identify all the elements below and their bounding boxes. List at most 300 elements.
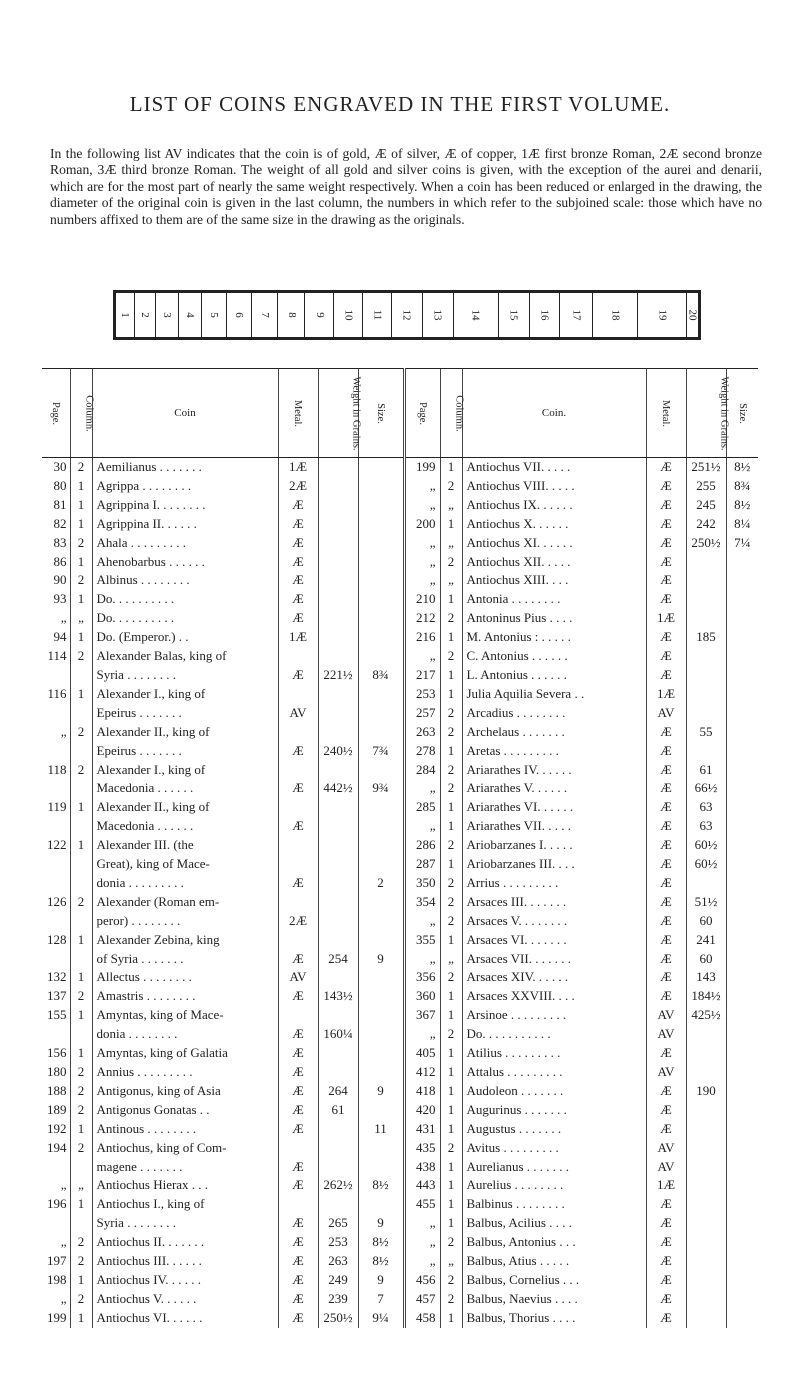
intro-paragraph: In the following list AV indicates that the coin is of gold, Æ of silver, Æ of copper, 1Æ first bronze Roman, 2Æ second bronze Roman, 3Æ third bronze Roman. The weight of all gold and silver coins is given, with the exception of the aurei and denarii, which are for the most part of nearly the same weight respectively. When a coin has been reduced or enlarged in the drawing, the diameter of the original coin is given in the last column, the numbers in which refer to the subjoined scale: those which have no numbers affixed to them are of the same size in the drawing as the originals.	[50, 145, 762, 227]
size: 8½	[726, 496, 758, 515]
column-number: 2	[70, 571, 92, 590]
column-number: 1	[440, 1214, 462, 1233]
coin-name: Antiochus III. . . . . .	[92, 1252, 278, 1271]
coin-name: Antiochus Hierax . . .	[92, 1176, 278, 1195]
column-number: 1	[70, 1195, 92, 1214]
size	[726, 931, 758, 950]
table-row	[42, 1252, 758, 1271]
page-number: 83	[53, 534, 67, 550]
page-number: 80	[53, 477, 67, 493]
page-number: „	[60, 1234, 67, 1250]
weight	[686, 1044, 726, 1063]
coin-name: Aemilianus . . . . . . .	[92, 458, 278, 477]
column-number: 1	[440, 987, 462, 1006]
size	[358, 798, 404, 817]
weight	[686, 571, 726, 590]
scale-mark: 13	[422, 293, 453, 337]
weight	[318, 1120, 358, 1139]
metal: Æ	[278, 742, 318, 761]
column-number: 2	[440, 1139, 462, 1158]
column-number: „	[440, 1252, 462, 1271]
column-number: 2	[70, 534, 92, 553]
weight: 60	[686, 950, 726, 969]
size: 9	[358, 1214, 404, 1233]
column-number: 2	[70, 1252, 92, 1271]
table-row	[42, 950, 758, 969]
page-number: 360	[404, 987, 440, 1006]
table-row	[42, 987, 758, 1006]
metal: Æ	[646, 571, 686, 590]
column-number: 1	[70, 1006, 92, 1025]
column-number: 1	[70, 496, 92, 515]
weight: 66½	[686, 779, 726, 798]
coin-name: Ahala . . . . . . . . .	[92, 534, 278, 553]
metal: AV	[278, 704, 318, 723]
size	[358, 931, 404, 950]
coin-name: Arsaces VI. . . . . . .	[462, 931, 646, 950]
column-number: 1	[440, 1309, 462, 1328]
weight	[686, 553, 726, 572]
weight	[318, 968, 358, 987]
size: 7	[358, 1290, 404, 1309]
table-row	[42, 628, 758, 647]
column-number: 2	[440, 779, 462, 798]
table-row	[42, 931, 758, 950]
metal	[278, 761, 318, 780]
metal: Æ	[646, 647, 686, 666]
column-number	[70, 666, 92, 685]
weight	[686, 1176, 726, 1195]
column-number: „	[70, 609, 92, 628]
size	[358, 1101, 404, 1120]
table-row	[42, 553, 758, 572]
size	[726, 893, 758, 912]
table-row	[42, 590, 758, 609]
metal: 1Æ	[646, 685, 686, 704]
coin-name: Atilius . . . . . . . . .	[462, 1044, 646, 1063]
column-number: 1	[440, 1044, 462, 1063]
metal: Æ	[278, 571, 318, 590]
coin-name: Alexander Balas, king of	[92, 647, 278, 666]
column-number: 2	[70, 1290, 92, 1309]
weight	[318, 590, 358, 609]
size	[726, 798, 758, 817]
metal: AV	[278, 968, 318, 987]
coin-name: Antiochus I., king of	[92, 1195, 278, 1214]
coin-name: Balbinus . . . . . . . .	[462, 1195, 646, 1214]
size	[726, 685, 758, 704]
scale-mark: 3	[155, 293, 178, 337]
metal: Æ	[646, 1252, 686, 1271]
page-number: 405	[404, 1044, 440, 1063]
metal: Æ	[278, 1158, 318, 1177]
metal: Æ	[646, 1044, 686, 1063]
table-row	[42, 761, 758, 780]
size	[726, 912, 758, 931]
metal: AV	[646, 704, 686, 723]
page-number: „	[404, 1214, 440, 1233]
column-number: 2	[440, 704, 462, 723]
table-row	[42, 1176, 758, 1195]
metal: Æ	[278, 1176, 318, 1195]
metal: 2Æ	[278, 477, 318, 496]
coin-name: Antiochus XI. . . . . .	[462, 534, 646, 553]
metal: Æ	[646, 666, 686, 685]
table-row	[42, 515, 758, 534]
size	[358, 1006, 404, 1025]
size	[358, 836, 404, 855]
weight	[318, 855, 358, 874]
coin-name: Aurelianus . . . . . . .	[462, 1158, 646, 1177]
weight: 55	[686, 723, 726, 742]
table-row	[42, 477, 758, 496]
metal: AV	[646, 1158, 686, 1177]
page-number: „	[404, 817, 440, 836]
metal: Æ	[278, 666, 318, 685]
metal: Æ	[278, 1309, 318, 1328]
metal: 2Æ	[278, 912, 318, 931]
page-number	[42, 1025, 70, 1044]
weight: 221½	[318, 666, 358, 685]
scale-mark: 18	[592, 293, 637, 337]
column-number: 1	[440, 1063, 462, 1082]
page-number: 132	[47, 969, 67, 985]
weight: 249	[318, 1271, 358, 1290]
table-row	[42, 1214, 758, 1233]
table-row	[42, 817, 758, 836]
size	[358, 968, 404, 987]
column-number	[70, 912, 92, 931]
size	[358, 685, 404, 704]
coin-name: Arsaces III. . . . . . .	[462, 893, 646, 912]
column-number: 1	[70, 590, 92, 609]
header-metal: Metal.	[278, 369, 318, 458]
metal: Æ	[646, 874, 686, 893]
size	[358, 553, 404, 572]
weight: 245	[686, 496, 726, 515]
page-number: 128	[47, 931, 67, 947]
metal: Æ	[646, 742, 686, 761]
size	[726, 1120, 758, 1139]
column-number: 2	[70, 647, 92, 666]
size	[726, 1309, 758, 1328]
metal: Æ	[278, 534, 318, 553]
scale-mark: 6	[226, 293, 251, 337]
column-number: 1	[440, 855, 462, 874]
page-number: 122	[47, 837, 67, 853]
column-number: 1	[70, 1044, 92, 1063]
table-row	[42, 685, 758, 704]
weight: 63	[686, 817, 726, 836]
size: 8½	[358, 1176, 404, 1195]
page-number: 284	[404, 761, 440, 780]
metal: Æ	[646, 1214, 686, 1233]
size	[726, 704, 758, 723]
size	[358, 477, 404, 496]
column-number: 2	[440, 1290, 462, 1309]
column-number: 2	[70, 1101, 92, 1120]
page-number	[42, 742, 70, 761]
page-number	[42, 912, 70, 931]
page-number: 82	[53, 515, 67, 531]
column-number: 2	[70, 1063, 92, 1082]
weight	[686, 1271, 726, 1290]
page-number	[42, 666, 70, 685]
weight	[686, 1139, 726, 1158]
metal	[278, 798, 318, 817]
metal: Æ	[646, 987, 686, 1006]
weight: 241	[686, 931, 726, 950]
metal: Æ	[278, 779, 318, 798]
size	[726, 855, 758, 874]
page-number: 192	[47, 1120, 67, 1136]
page-number: 286	[404, 836, 440, 855]
coin-name: Augustus . . . . . . .	[462, 1120, 646, 1139]
coin-name: Alexander III. (the	[92, 836, 278, 855]
coin-name: Agrippa . . . . . . . .	[92, 477, 278, 496]
page-number	[42, 855, 70, 874]
header-size: Size.	[358, 369, 404, 458]
column-number: 2	[440, 893, 462, 912]
metal: Æ	[646, 950, 686, 969]
weight	[318, 761, 358, 780]
table-row	[42, 1233, 758, 1252]
coin-name: Amyntas, king of Galatia	[92, 1044, 278, 1063]
column-number: 1	[70, 798, 92, 817]
column-number: 2	[440, 553, 462, 572]
coin-name: Amyntas, king of Mace-	[92, 1006, 278, 1025]
column-number: 2	[440, 609, 462, 628]
size	[358, 1025, 404, 1044]
column-number	[70, 855, 92, 874]
column-number	[70, 704, 92, 723]
weight: 184½	[686, 987, 726, 1006]
metal: Æ	[646, 893, 686, 912]
metal: Æ	[646, 779, 686, 798]
size: 8¾	[726, 477, 758, 496]
coin-name: Albinus . . . . . . . .	[92, 571, 278, 590]
page-number: 196	[47, 1196, 67, 1212]
column-number: 2	[70, 987, 92, 1006]
coin-name: Antiochus IV. . . . . .	[92, 1271, 278, 1290]
table-row	[42, 1271, 758, 1290]
weight	[318, 836, 358, 855]
size-scale	[113, 290, 701, 340]
coin-name: Antoninus Pius . . . .	[462, 609, 646, 628]
coin-name: Alexander II., king of	[92, 723, 278, 742]
coin-name: C. Antonius . . . . . .	[462, 647, 646, 666]
header-page-right: Page.	[404, 369, 440, 458]
weight	[686, 590, 726, 609]
column-number	[70, 874, 92, 893]
page-number: 119	[47, 799, 67, 815]
column-number: 2	[440, 874, 462, 893]
coin-name: Antiochus, king of Com-	[92, 1139, 278, 1158]
metal: Æ	[278, 515, 318, 534]
size	[726, 1252, 758, 1271]
weight: 250½	[686, 534, 726, 553]
coin-name: Julia Aquilia Severa . .	[462, 685, 646, 704]
table-row	[42, 534, 758, 553]
weight	[318, 723, 358, 742]
coin-name: Alexander I., king of	[92, 685, 278, 704]
weight	[686, 1233, 726, 1252]
table-row	[42, 1101, 758, 1120]
coin-name: Antiochus X. . . . . .	[462, 515, 646, 534]
page-number: 210	[404, 590, 440, 609]
weight	[686, 742, 726, 761]
size	[358, 893, 404, 912]
page-number: 443	[404, 1176, 440, 1195]
column-number	[70, 1158, 92, 1177]
coin-name: peror) . . . . . . . .	[92, 912, 278, 931]
size	[358, 590, 404, 609]
size	[726, 1082, 758, 1101]
size	[358, 628, 404, 647]
size	[358, 534, 404, 553]
size	[726, 874, 758, 893]
coin-name: Antiochus XIII. . . .	[462, 571, 646, 590]
size	[726, 1176, 758, 1195]
coin-name: Ariarathes V. . . . . .	[462, 779, 646, 798]
weight: 60	[686, 912, 726, 931]
column-number: „	[440, 571, 462, 590]
page-number	[42, 704, 70, 723]
weight	[686, 1195, 726, 1214]
column-number: 2	[70, 1233, 92, 1252]
metal	[278, 836, 318, 855]
coin-name: Do. (Emperor.) . .	[92, 628, 278, 647]
weight	[686, 1309, 726, 1328]
table-row	[42, 1025, 758, 1044]
scale-mark: 17	[559, 293, 592, 337]
page-number: 194	[47, 1139, 67, 1155]
column-number: 2	[70, 723, 92, 742]
column-number: 1	[440, 742, 462, 761]
page-number: 354	[404, 893, 440, 912]
weight: 262½	[318, 1176, 358, 1195]
column-number: 1	[440, 628, 462, 647]
weight	[318, 685, 358, 704]
page-number: „	[404, 534, 440, 553]
page-number: 118	[47, 761, 67, 777]
size	[358, 1158, 404, 1177]
weight: 61	[686, 761, 726, 780]
column-number: 2	[440, 912, 462, 931]
column-number: „	[440, 950, 462, 969]
metal	[278, 893, 318, 912]
coin-name: Aurelius . . . . . . . .	[462, 1176, 646, 1195]
coin-name: M. Antonius : . . . . .	[462, 628, 646, 647]
metal: 1Æ	[278, 458, 318, 477]
column-number: 2	[440, 836, 462, 855]
header-page: Page.	[42, 369, 70, 458]
coin-name: Balbus, Naevius . . . .	[462, 1290, 646, 1309]
weight	[318, 477, 358, 496]
page-number: 156	[47, 1045, 67, 1061]
table-row	[42, 779, 758, 798]
weight: 143	[686, 968, 726, 987]
column-number: 1	[440, 1158, 462, 1177]
size	[726, 761, 758, 780]
coin-name: of Syria . . . . . . .	[92, 950, 278, 969]
weight	[686, 609, 726, 628]
table-row	[42, 742, 758, 761]
coin-name: Arsaces XIV. . . . . .	[462, 968, 646, 987]
metal	[278, 647, 318, 666]
table-row	[42, 571, 758, 590]
column-number: „	[440, 496, 462, 515]
column-number: 2	[440, 477, 462, 496]
coin-name: Do. . . . . . . . . .	[92, 609, 278, 628]
coin-name: Antonia . . . . . . . .	[462, 590, 646, 609]
weight	[318, 534, 358, 553]
size	[726, 1271, 758, 1290]
metal: Æ	[646, 496, 686, 515]
coin-name: Alexander (Roman em-	[92, 893, 278, 912]
coin-name: Agrippina I. . . . . . . .	[92, 496, 278, 515]
header-weight: Weight in Grains.	[318, 369, 358, 458]
coin-name: Arrius . . . . . . . . .	[462, 874, 646, 893]
coin-table	[42, 368, 758, 1328]
metal: Æ	[646, 761, 686, 780]
weight	[318, 553, 358, 572]
weight	[318, 817, 358, 836]
header-column-right: Column.	[440, 369, 462, 458]
page-number: 212	[404, 609, 440, 628]
metal: Æ	[278, 1063, 318, 1082]
page-number: 200	[404, 515, 440, 534]
coin-name: L. Antonius . . . . . .	[462, 666, 646, 685]
size	[358, 1139, 404, 1158]
page-number: 431	[404, 1120, 440, 1139]
size	[726, 590, 758, 609]
metal: Æ	[646, 1290, 686, 1309]
column-number: 1	[440, 817, 462, 836]
metal: Æ	[278, 1233, 318, 1252]
page-number: 263	[404, 723, 440, 742]
weight: 425½	[686, 1006, 726, 1025]
column-number	[70, 950, 92, 969]
header-coin: Coin	[92, 369, 278, 458]
column-number: 2	[440, 647, 462, 666]
weight	[686, 704, 726, 723]
metal: Æ	[646, 1120, 686, 1139]
table-row	[42, 723, 758, 742]
coin-name: Antigonus, king of Asia	[92, 1082, 278, 1101]
page-number: 457	[404, 1290, 440, 1309]
column-number: 2	[70, 893, 92, 912]
weight: 185	[686, 628, 726, 647]
coin-name: Annius . . . . . . . . .	[92, 1063, 278, 1082]
page-number	[42, 1214, 70, 1233]
size	[726, 1158, 758, 1177]
size	[358, 571, 404, 590]
column-number: 1	[440, 666, 462, 685]
weight	[318, 893, 358, 912]
metal: Æ	[646, 968, 686, 987]
weight	[686, 1120, 726, 1139]
column-number: 1	[70, 1120, 92, 1139]
page-number: 412	[404, 1063, 440, 1082]
column-number: 1	[70, 931, 92, 950]
size	[358, 912, 404, 931]
page-number: 30	[53, 459, 67, 474]
coin-name: Epeirus . . . . . . .	[92, 704, 278, 723]
weight: 254	[318, 950, 358, 969]
size: 9	[358, 1271, 404, 1290]
size: 9¼	[358, 1309, 404, 1328]
